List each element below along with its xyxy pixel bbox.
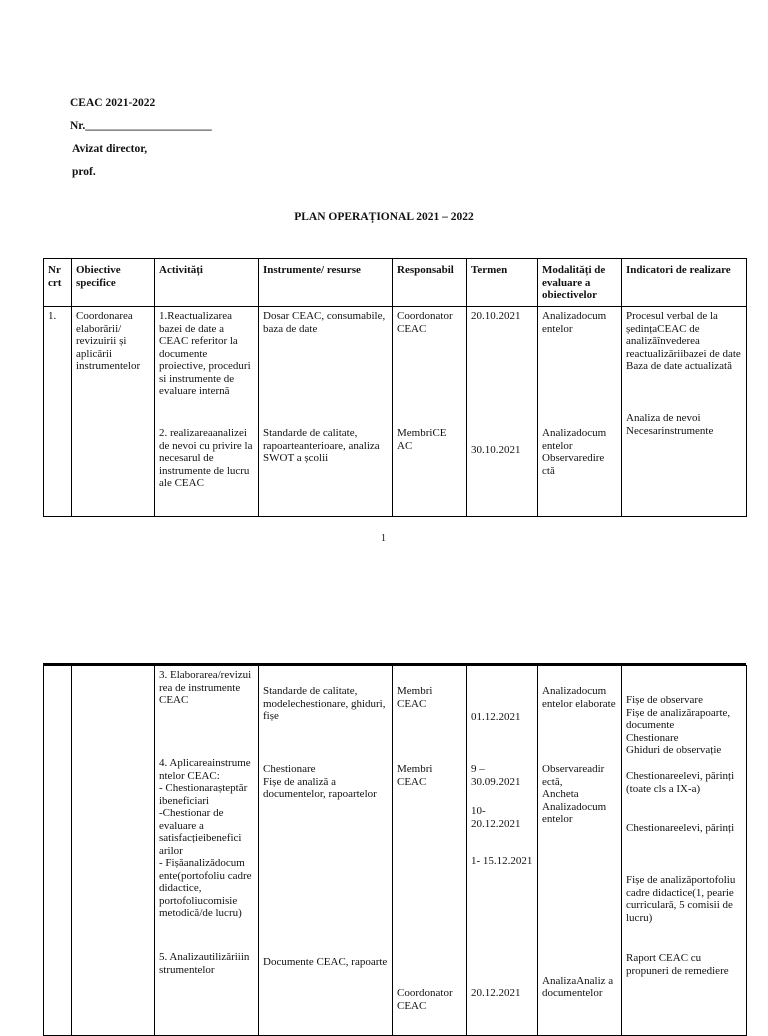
evaluation-3: Analizadocum entelor elaborate xyxy=(542,685,616,710)
term-4a: 9 – 30.09.2021 xyxy=(471,763,521,788)
row2-resources xyxy=(259,666,393,1036)
evaluation-2a: Analizadocum entelor xyxy=(542,427,607,452)
responsible-5: Coordonator CEAC xyxy=(397,987,453,1012)
activity-1: 1.Reactualizarea bazei de date a CEAC referitor la documente proiective, proceduri si instrumente de evaluare internă xyxy=(159,310,251,397)
row-responsible xyxy=(393,307,467,517)
col-header-nr: Nr crt xyxy=(44,259,72,307)
resources-1: Dosar CEAC, consumabile, baza de date xyxy=(263,310,386,335)
activity-3: 3. Elaborarea/revizui rea de instrumente CEAC xyxy=(159,669,252,706)
row2-nr xyxy=(44,666,72,1036)
col-header-indicators: Indicatori de realizare xyxy=(622,259,747,307)
document-title: PLAN OPERAȚIONAL 2021 – 2022 xyxy=(294,211,474,223)
indicators-1a: Procesul verbal de la ședințaCEAC de analizăînvederea reactualizăriibazei de date xyxy=(626,310,741,360)
activity-5: 5. Analizautilizăriiin strumentelor xyxy=(159,951,250,976)
indicators-1b: Baza de date actualizată xyxy=(626,360,732,372)
indicators-4c: Fișe de analizăportofoliu cadre didactice(1, pearie curriculară, 5 comisii de lucru) xyxy=(626,874,736,924)
indicators-3c: Chestionare xyxy=(626,731,679,744)
row2-objective xyxy=(72,666,155,1036)
responsible-1: Coordonator CEAC xyxy=(397,310,453,335)
col-header-resources: Instrumente/ resurse xyxy=(259,259,393,307)
responsible-4: Membri CEAC xyxy=(397,763,433,788)
row-evaluation xyxy=(538,307,622,517)
evaluation-4c: Analizadocum entelor xyxy=(542,800,607,825)
term-1: 20.10.2021 xyxy=(471,310,521,322)
activity-4-item-3: - Fișăanalizădocum ente(portofoliu cadre didactice, portofoliucomisie metodică/de lucru) xyxy=(159,857,252,919)
term-4c: 1- 15.12.2021 xyxy=(471,855,533,867)
col-header-evaluation: Modalități de evaluare a obiectivelor xyxy=(538,259,622,307)
evaluation-4b: Ancheta xyxy=(542,788,579,800)
resources-4b: Fișe de analiză a documentelor, rapoartelor xyxy=(263,775,377,800)
indicators-5: Raport CEAC cu propuneri de remediere xyxy=(626,952,729,977)
indicators-3b: Fișe de analizărapoarte, documente xyxy=(626,706,731,731)
evaluation-4a: Observareadir ectă, xyxy=(542,763,605,788)
activity-4-item-1: - Chestionarașteptăr ibeneficiari xyxy=(159,782,248,807)
row2-evaluation xyxy=(538,666,622,1036)
term-2: 30.10.2021 xyxy=(471,444,521,456)
evaluation-1: Analizadocum entelor xyxy=(542,310,607,335)
row2-term xyxy=(467,666,538,1036)
col-header-responsible: Responsabil xyxy=(393,259,467,307)
row2-indicators xyxy=(622,666,747,1036)
resources-2: Standarde de calitate, rapoarteanterioare, analiza SWOT a școlii xyxy=(263,427,380,464)
row-term xyxy=(467,307,538,517)
responsible-3: Membri CEAC xyxy=(397,685,433,710)
header-line-2: Nr.______________________ xyxy=(70,120,212,132)
col-header-activities: Activități xyxy=(155,259,259,307)
header-line-4: prof. xyxy=(72,166,96,178)
evaluation-2b: Observaredire ctă xyxy=(542,452,605,477)
indicators-2a: Analiza de nevoi xyxy=(626,412,701,424)
row-resources xyxy=(259,307,393,517)
resources-4a: Chestionare xyxy=(263,763,316,775)
header-line-3: Avizat director, xyxy=(72,143,148,155)
row-activities xyxy=(155,307,259,517)
term-4b: 10- 20.12.2021 xyxy=(471,805,521,830)
evaluation-5: AnalizaAnaliz a documentelor xyxy=(542,974,614,999)
plan-table-page-2 xyxy=(43,665,747,1036)
indicators-3a: Fișe de observare xyxy=(626,694,703,706)
row-objective: Coordonarea elaborării/ revizuirii și aplicării instrumentelor xyxy=(72,307,155,517)
responsible-2: MembriCE AC xyxy=(397,427,447,452)
plan-table-page-1 xyxy=(43,258,747,517)
indicators-3d: Ghiduri de observație xyxy=(626,744,722,756)
term-3: 01.12.2021 xyxy=(471,711,521,723)
row2-responsible xyxy=(393,666,467,1036)
row-indicators xyxy=(622,307,747,517)
indicators-4a: Chestionareelevi, părinți (toate cls a IX-a) xyxy=(626,770,735,795)
activity-4-item-2: -Chestionar de evaluare a satisfacțieibenefici arilor xyxy=(159,807,242,857)
indicators-4b: Chestionareelevi, părinți xyxy=(626,822,735,834)
row-nr: 1. xyxy=(44,307,72,517)
resources-3: Standarde de calitate, modelechestionare, ghiduri, fișe xyxy=(263,685,386,722)
row2-activities xyxy=(155,666,259,1036)
col-header-objectives: Obiective specifice xyxy=(72,259,155,307)
resources-5: Documente CEAC, rapoarte xyxy=(263,955,388,968)
indicators-2b: Necesarinstrumente xyxy=(626,424,714,437)
activity-2: 2. realizareaanalizei de nevoi cu privire la necesarul de instrumente de lucru ale CEAC xyxy=(159,427,253,489)
col-header-term: Termen xyxy=(467,259,538,307)
term-5: 20.12.2021 xyxy=(471,987,521,999)
header-line-1: CEAC 2021-2022 xyxy=(70,97,156,109)
page-number: 1 xyxy=(381,533,386,544)
activity-4: 4. Aplicareainstrume ntelor CEAC: xyxy=(159,757,251,782)
